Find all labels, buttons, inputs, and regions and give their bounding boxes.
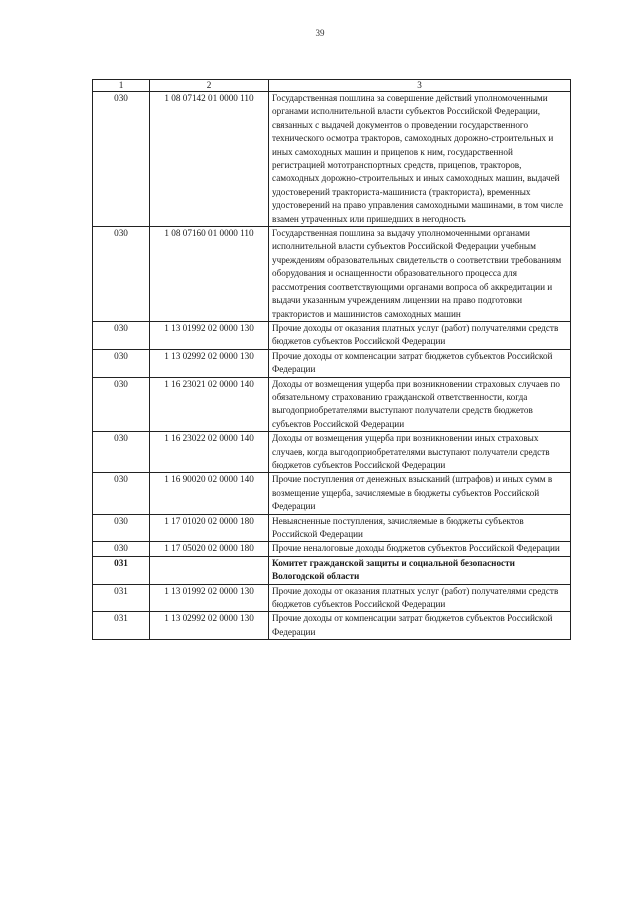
revenue-name-cell: Прочие доходы от оказания платных услуг (работ) получателями средств бюджетов субъектов Российской Федерации xyxy=(269,584,571,612)
admin-code-cell: 030 xyxy=(93,349,150,377)
table-row xyxy=(93,556,571,584)
revenue-name-cell: Прочие доходы от компенсации затрат бюджетов субъектов Российской Федерации xyxy=(269,612,571,640)
table-row xyxy=(93,514,571,542)
revenue-code-cell: 1 08 07160 01 0000 110 xyxy=(150,227,269,322)
revenue-name-cell: Государственная пошлина за совершение действий уполномоченными органами исполнительной власти субъектов Российской Федерации, связанных с выдачей документов о проведении государственного технического осмотра тракторов, самоходных дорожно-строительных и иных самоходных машин и прицепов к ним, государственной регистрацией мототранспортных средств, прицепов, тракторов, самоходных дорожно-строительных и иных самоходных машин, выдачей удостоверений тракториста-машиниста (тракториста), временных удостоверений на право управления самоходными машинами, в том числе взамен утраченных или пришедших в негодность xyxy=(269,92,571,227)
admin-code-cell: 030 xyxy=(93,92,150,227)
revenue-code-cell: 1 13 02992 02 0000 130 xyxy=(150,349,269,377)
revenue-name-cell: Прочие неналоговые доходы бюджетов субъектов Российской Федерации xyxy=(269,542,571,556)
table-row xyxy=(93,612,571,640)
column-header-3: 3 xyxy=(269,80,571,92)
admin-code-cell: 031 xyxy=(93,584,150,612)
revenue-code-cell: 1 17 01020 02 0000 180 xyxy=(150,514,269,542)
admin-code-cell: 030 xyxy=(93,473,150,514)
revenue-name-cell: Доходы от возмещения ущерба при возникновении страховых случаев по обязательному страхованию гражданской ответственности, когда выгодоприобретателями выступают получатели средств бюджетов субъектов Российской Федерации xyxy=(269,377,571,432)
revenue-name-cell: Прочие доходы от компенсации затрат бюджетов субъектов Российской Федерации xyxy=(269,349,571,377)
column-header-2: 2 xyxy=(150,80,269,92)
revenue-code-cell xyxy=(150,556,269,584)
admin-code-cell: 030 xyxy=(93,377,150,432)
table-row xyxy=(93,473,571,514)
admin-code-cell: 030 xyxy=(93,542,150,556)
table-row xyxy=(93,227,571,322)
revenue-name-cell: Прочие поступления от денежных взысканий (штрафов) и иных сумм в возмещение ущерба, зачисляемые в бюджеты субъектов Российской Федерации xyxy=(269,473,571,514)
revenue-code-cell: 1 13 02992 02 0000 130 xyxy=(150,612,269,640)
table-row xyxy=(93,432,571,473)
table-row xyxy=(93,542,571,556)
admin-code-cell: 031 xyxy=(93,556,150,584)
admin-code-cell: 030 xyxy=(93,514,150,542)
admin-code-cell: 030 xyxy=(93,432,150,473)
table-header-row xyxy=(93,80,571,92)
revenue-code-cell: 1 13 01992 02 0000 130 xyxy=(150,584,269,612)
admin-code-cell: 031 xyxy=(93,612,150,640)
revenue-code-cell: 1 16 90020 02 0000 140 xyxy=(150,473,269,514)
revenue-codes-table xyxy=(92,79,571,640)
table-row xyxy=(93,377,571,432)
revenue-name-cell: Государственная пошлина за выдачу уполномоченными органами исполнительной власти субъектов Российской Федерации учебным учреждениям образовательных свидетельств о соответствии требованиям оборудования и оснащенности образовательного процесса для рассмотрения соответствующими органами вопроса об аккредитации и выдачи указанным учреждениям лицензии на право подготовки трактористов и машинистов самоходных машин xyxy=(269,227,571,322)
table-body xyxy=(93,92,571,640)
revenue-code-cell: 1 13 01992 02 0000 130 xyxy=(150,321,269,349)
revenue-name-cell: Прочие доходы от оказания платных услуг (работ) получателями средств бюджетов субъектов Российской Федерации xyxy=(269,321,571,349)
revenue-code-cell: 1 08 07142 01 0000 110 xyxy=(150,92,269,227)
table-row xyxy=(93,584,571,612)
table-row xyxy=(93,321,571,349)
revenue-code-cell: 1 16 23022 02 0000 140 xyxy=(150,432,269,473)
revenue-code-cell: 1 17 05020 02 0000 180 xyxy=(150,542,269,556)
table-row xyxy=(93,349,571,377)
revenue-name-cell: Комитет гражданской защиты и социальной безопасности Вологодской области xyxy=(269,556,571,584)
revenue-name-cell: Невыясненные поступления, зачисляемые в бюджеты субъектов Российской Федерации xyxy=(269,514,571,542)
table-row xyxy=(93,92,571,227)
admin-code-cell: 030 xyxy=(93,227,150,322)
column-header-1: 1 xyxy=(93,80,150,92)
page-number: 39 xyxy=(315,28,325,38)
revenue-name-cell: Доходы от возмещения ущерба при возникновении иных страховых случаев, когда выгодоприобретателями выступают получатели средств бюджетов субъектов Российской Федерации xyxy=(269,432,571,473)
revenue-code-cell: 1 16 23021 02 0000 140 xyxy=(150,377,269,432)
admin-code-cell: 030 xyxy=(93,321,150,349)
